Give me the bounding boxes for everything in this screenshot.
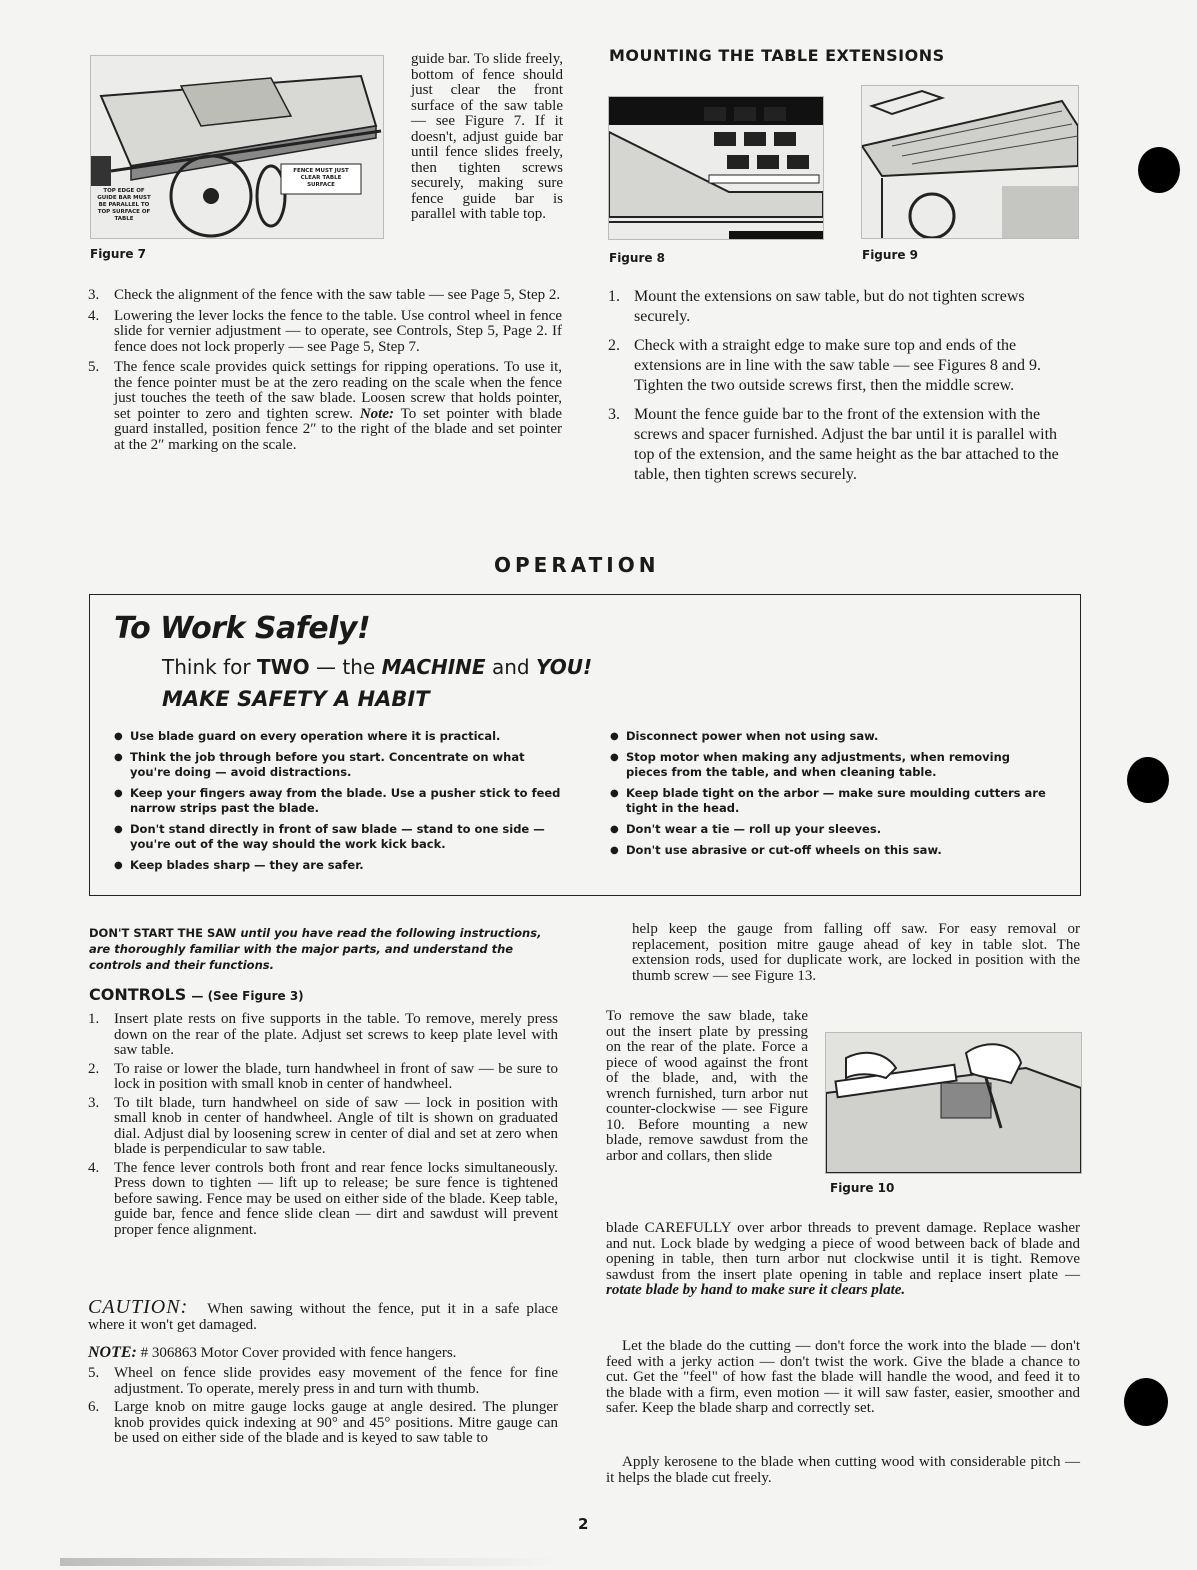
mounting-steps-list <box>608 287 1080 485</box>
figure-10-illustration <box>825 1032 1082 1174</box>
table-extension-grid-drawing <box>609 97 823 239</box>
safety-habit: MAKE SAFETY A HABIT <box>162 687 430 711</box>
tagline-and: and <box>491 655 530 679</box>
safety-tip: Keep blades sharp — they are safer. <box>130 858 364 872</box>
figure-10-caption: Figure 10 <box>830 1181 895 1195</box>
figure-9-illustration <box>861 85 1079 239</box>
figure-8-illustration <box>608 96 824 240</box>
list-item <box>88 1366 558 1397</box>
list-item: ● Don't use abrasive or cut-off wheels on this saw. <box>610 843 942 857</box>
controls-steps-list-a <box>88 1012 558 1238</box>
step-number: 4. <box>88 307 100 324</box>
figure-8-caption: Figure 8 <box>609 251 666 265</box>
step-number: 2. <box>88 1060 100 1077</box>
safety-list-left <box>114 729 562 879</box>
figure-7-illustration <box>90 55 384 239</box>
list-item: ● Keep blades sharp — they are safer. <box>114 858 364 872</box>
caution-block <box>88 1296 558 1333</box>
step-number: 4. <box>88 1159 100 1176</box>
safety-tip: Don't stand directly in front of saw blade — stand to one side — you're out of the way should the work kick back. <box>130 822 545 851</box>
straight-edge-check-drawing <box>862 86 1078 238</box>
step-text: The fence scale provides quick settings for ripping operations. To use it, the fence pointer must be at the zero reading on the scale when the fence just touches the teeth of the saw blade. Loosen screw that holds pointer, set pointer to zero and tighten screw. <box>114 359 562 422</box>
list-item <box>88 1062 558 1093</box>
let-blade-paragraph: Let the blade do the cutting — don't force the work into the blade — don't feed with a jerky action — don't twist the work. Give the blade a chance to cut. Get the "feel" of how fast the blade will handle the wood, and feed it to the blade with a firm, even motion — it will saw faster, easier, smoother and safer. Keep the blade sharp and correctly set. <box>606 1338 1080 1416</box>
fence-steps-list <box>88 288 562 453</box>
fig7-side-text: guide bar. To slide freely, bottom of fence should just clear the front surface of the saw table — see Figure 7. If it doesn't, adjust guide bar until fence slides freely, then tighten screws securely, making sure fence guide bar is parallel with table top. <box>411 51 563 222</box>
step-text: To tilt blade, turn handwheel on side of saw — lock in position with small knob in center of handwheel. Angle of tilt is shown on graduated dial. Adjust dial by loosening screw in center of dial and set at zero when blade is perpendicular to saw table. <box>114 1094 558 1157</box>
safety-tagline <box>162 655 592 679</box>
safety-tip: Stop motor when making any adjustments, when removing pieces from the table, and when cleaning table. <box>626 750 1011 779</box>
tagline-machine: MACHINE <box>381 655 486 679</box>
binder-hole <box>1127 757 1169 803</box>
figure-9-caption: Figure 9 <box>862 248 919 262</box>
list-item <box>88 1161 558 1239</box>
list-item: ● Think the job through before you start. Concentrate on what you're doing — avoid distractions. <box>114 750 562 780</box>
step-text: Wheel on fence slide provides easy movement of the fence for fine adjustment. To operate, merely press in and turn with thumb. <box>114 1365 558 1397</box>
page-number: 2 <box>578 1515 589 1533</box>
step-number: 1. <box>608 288 620 305</box>
step-number: 6. <box>88 1399 100 1415</box>
safety-tip: Don't use abrasive or cut-off wheels on this saw. <box>626 843 942 857</box>
list-item: ● Keep blade tight on the arbor — make sure moulding cutters are tight in the head. <box>610 786 1050 816</box>
list-item <box>88 1012 558 1059</box>
safety-box <box>89 594 1081 896</box>
step-text: The fence lever controls both front and rear fence locks simultaneously. Press down to tighten — lift up to release; be sure fence is tightened before sawing. Fence may be used on either side of the blade. Keep table, guide bar, fence and fence slide clean — dirt and sawdust will prevent proper fence alignment. <box>114 1159 558 1238</box>
mounting-heading: MOUNTING THE TABLE EXTENSIONS <box>609 46 945 65</box>
dont-start-notice <box>89 925 561 973</box>
list-item: ● Use blade guard on every operation where it is practical. <box>114 729 501 743</box>
safety-tip: Use blade guard on every operation where it is practical. <box>130 729 501 743</box>
list-item <box>608 336 1080 396</box>
safety-tip: Disconnect power when not using saw. <box>626 729 879 743</box>
note-label: NOTE: <box>88 1344 137 1361</box>
list-item <box>88 309 562 356</box>
safety-tip: Keep blade tight on the arbor — make sure moulding cutters are tight in the head. <box>626 786 1046 815</box>
list-item <box>88 1400 558 1447</box>
note-text: # 306863 Motor Cover provided with fence hangers. <box>140 1345 457 1361</box>
remove-blade-emphasis: rotate blade by hand to make sure it clears plate. <box>606 1282 906 1298</box>
tagline-two: TWO <box>256 655 310 679</box>
step-number: 5. <box>88 359 100 375</box>
list-item: ● Don't wear a tie — roll up your sleeves. <box>610 822 882 836</box>
kerosene-paragraph: Apply kerosene to the blade when cutting wood with considerable pitch — it helps the blade cut freely. <box>606 1454 1080 1486</box>
list-item: ● Don't stand directly in front of saw blade — stand to one side — you're out of the way should the work kick back. <box>114 822 562 852</box>
step-text: Check the alignment of the fence with the saw table — see Page 5, Step 2. <box>114 287 561 303</box>
safety-tip: Don't wear a tie — roll up your sleeves. <box>626 822 882 836</box>
step-text: Mount the fence guide bar to the front of the extension with the screws and spacer furnished. Adjust the bar until it is parallel with top of the extension, and the same height as the bar attached to the table, then tighten screws securely. <box>634 406 1059 483</box>
step-number: 3. <box>608 406 620 423</box>
step-text: To raise or lower the blade, turn handwheel in front of saw — be sure to lock in position with small knob in center of handwheel. <box>114 1060 558 1092</box>
dont-start-rest: until you have read the following instructions, are thoroughly familiar with the major parts, and understand the controls and their functions. <box>89 926 542 972</box>
binder-hole <box>1124 1378 1168 1426</box>
safety-title: To Work Safely! <box>114 611 371 646</box>
remove-blade-text-b <box>606 1221 1080 1299</box>
safety-tip: Think the job through before you start. Concentrate on what you're doing — avoid distractions. <box>130 750 525 779</box>
list-item <box>88 1096 558 1158</box>
controls-title: CONTROLS <box>89 985 187 1004</box>
list-item <box>608 287 1080 327</box>
safety-list-right <box>610 729 1050 864</box>
step-number: 1. <box>88 1011 100 1027</box>
operation-heading: OPERATION <box>494 553 660 577</box>
note-text: To set pointer with blade guard installed, position fence 2″ to the right of the blade and set pointer at the 2″ marking on the scale. <box>114 405 563 453</box>
list-item: ● Keep your fingers away from the blade. Use a pusher stick to feed narrow strips past the blade. <box>114 786 561 815</box>
list-item <box>608 405 1080 485</box>
binder-hole <box>1138 147 1180 193</box>
fig7-callout-right: FENCE MUST JUST CLEAR TABLE SURFACE <box>293 168 349 188</box>
tagline-you: YOU! <box>535 655 593 679</box>
safety-tip: Keep your fingers away from the blade. Use a pusher stick to feed narrow strips past the blade. <box>130 786 561 815</box>
step-number: 3. <box>88 287 100 303</box>
mitre-gauge-continued: help keep the gauge from falling off saw. For easy removal or replacement, position mitre gauge ahead of key in table slot. The extension rods, used for duplicate work, are locked in position with the thumb screw — see Figure 13. <box>632 921 1080 984</box>
step-text: Insert plate rests on five supports in the table. To remove, merely press down on the rear of the plate. Adjust set screws to keep plate level with saw table. <box>114 1011 558 1058</box>
list-item: ● Disconnect power when not using saw. <box>610 729 879 743</box>
list-item: ● Stop motor when making any adjustments, when removing pieces from the table, and when cleaning table. <box>610 750 1050 780</box>
controls-heading <box>89 985 304 1004</box>
remove-blade-text: blade CAREFULLY over arbor threads to prevent damage. Replace washer and nut. Lock blade by wedging a piece of wood between back of blade and opening in table, then turn arbor nut clockwise until it is tight. Remove sawdust from the insert plate opening in table and replace insert plate — <box>606 1220 1080 1283</box>
note-block <box>88 1345 558 1362</box>
figure-7-caption: Figure 7 <box>90 247 147 261</box>
step-number: 5. <box>88 1365 100 1381</box>
step-text: Mount the extensions on saw table, but do not tighten screws securely. <box>634 288 1025 325</box>
dont-start-bold: DON'T START THE SAW <box>89 926 237 940</box>
list-item <box>88 288 562 304</box>
caution-text: When sawing without the fence, put it in a safe place where it won't get damaged. <box>88 1301 558 1333</box>
controls-steps-list-b <box>88 1366 558 1447</box>
controls-subtitle: — (See Figure 3) <box>191 989 304 1003</box>
fig7-callout-left: TOP EDGE OF GUIDE BAR MUST BE PARALLEL TO TOP SURFACE OF TABLE <box>97 188 151 222</box>
step-text: Check with a straight edge to make sure top and ends of the extensions are in line with the saw table — see Figures 8 and 9. Tighten the two outside screws first, then the middle screw. <box>634 337 1042 394</box>
scan-edge-shadow <box>60 1558 560 1566</box>
blade-removal-drawing <box>826 1033 1081 1173</box>
step-number: 2. <box>608 337 620 354</box>
tagline-think: Think for <box>162 655 251 679</box>
step-text: Lowering the lever locks the fence to the table. Use control wheel in fence slide for vernier adjustment — to operate, see Controls, Step 5, Page 2. If fence does not lock properly — see Page 5, Step 7. <box>114 307 562 355</box>
step-text: Large knob on mitre gauge locks gauge at angle desired. The plunger knob provides quick indexing at 90° and 45° positions. Mitre gauge can be used on either side of the blade and is keyed to saw table to <box>114 1399 558 1446</box>
caution-label: CAUTION: <box>88 1296 189 1318</box>
note-label: Note: <box>359 405 394 422</box>
list-item <box>88 360 562 453</box>
tagline-dash: — the <box>316 655 376 679</box>
step-number: 3. <box>88 1094 100 1111</box>
remove-blade-text-a: To remove the saw blade, take out the insert plate by pressing on the rear of the plate. Force a piece of wood against the front of the blade, and, with the wrench furnished, turn arbor nut counter-clockwise — see Figure 10. Before mounting a new blade, remove sawdust from the arbor and collars, then slide <box>606 1008 808 1164</box>
